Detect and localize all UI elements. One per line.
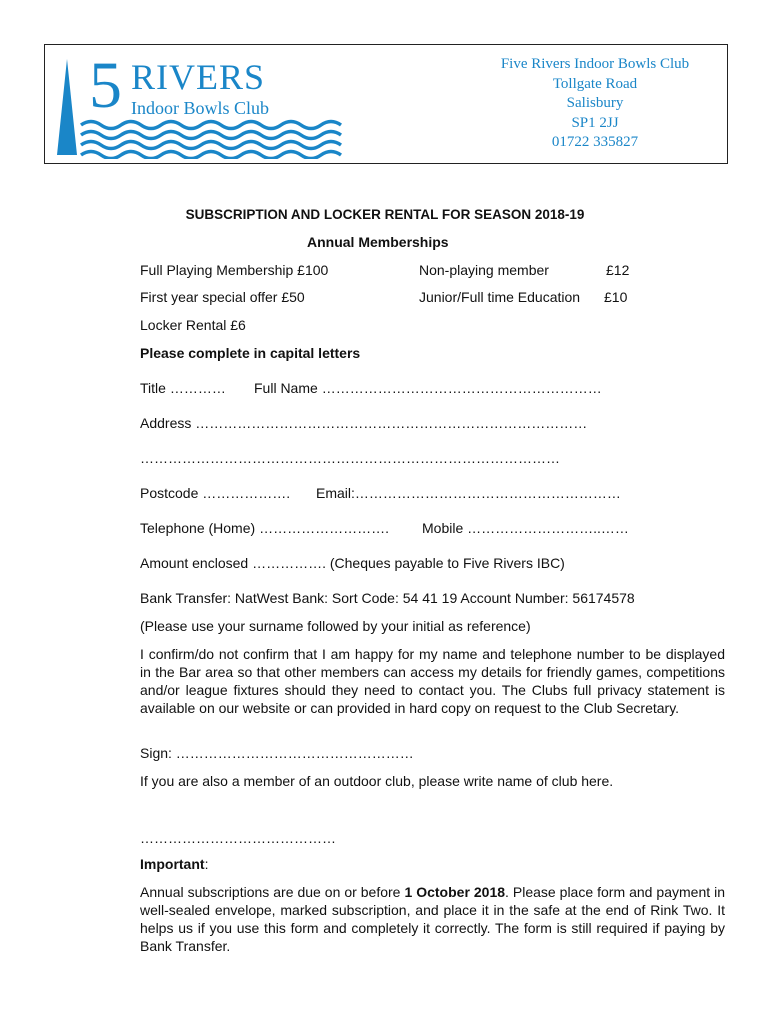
locker-rental: Locker Rental £6	[140, 317, 246, 333]
address-line: SP1 2JJ	[571, 114, 619, 131]
title-label: Title	[140, 380, 166, 396]
reference-note: (Please use your surname followed by your initial as reference)	[140, 618, 531, 634]
important-text-after: . Please place form and payment in well-sealed envelope, marked subscription, and place it in the safe at the end of Rink Two. It helps us if you use this form and completely it correctly. The form is still required if paying by Bank Transfer.	[140, 884, 725, 954]
title-dots: …………	[169, 380, 226, 396]
important-paragraph	[140, 883, 725, 955]
club-logo	[53, 51, 353, 159]
outdoor-club-note: If you are also a member of an outdoor club, please write name of club here.	[140, 773, 614, 789]
important-label: Important	[140, 856, 205, 872]
telephone-field[interactable]	[140, 519, 389, 537]
full-playing-membership: Full Playing Membership £100	[140, 262, 329, 278]
email-dots: …………………………………………………	[354, 485, 621, 501]
bank-transfer-details: Bank Transfer: NatWest Bank: Sort Code: 54 41 19 Account Number: 56174578	[140, 590, 635, 606]
signature-field[interactable]: Sign: ……………………………………………	[140, 745, 414, 761]
non-playing-price: £12	[606, 262, 630, 278]
club-address	[475, 55, 715, 153]
junior-price: £10	[604, 289, 628, 305]
amount-label: Amount enclosed	[140, 555, 249, 571]
mobile-dots: ………………………..……	[467, 520, 629, 536]
waves-icon	[81, 122, 341, 159]
important-colon: :	[204, 856, 209, 872]
email-label: Email:	[316, 485, 355, 501]
form-subtitle: Annual Memberships	[307, 234, 449, 250]
due-date: 1 October 2018	[404, 884, 506, 900]
important-text-before: Annual subscriptions are due on or before	[140, 884, 405, 900]
address-label: Address	[140, 415, 192, 431]
address-line-2-field[interactable]	[140, 449, 560, 467]
address-line: Tollgate Road	[552, 75, 638, 92]
consent-paragraph: I confirm/do not confirm that I am happy for my name and telephone number to be displayed in the Bar area so that other members can access my details for friendly games, competitions and/or league fixtures should they need to contact you. The Clubs full privacy statement is available on our website or can provided in hard copy on request to the Club Secretary.	[140, 646, 725, 716]
postcode-label: Postcode	[140, 485, 199, 501]
postcode-dots: ……………….	[202, 485, 291, 501]
logo-subtitle: Indoor Bowls Club	[131, 98, 270, 118]
logo-name: RIVERS	[131, 57, 266, 97]
non-playing-label: Non-playing member	[419, 262, 549, 278]
full-name-dots: ……………………………………………………	[321, 380, 602, 396]
address-field[interactable]	[140, 414, 587, 432]
telephone-dots: ……………………….	[259, 520, 389, 536]
spire-icon	[57, 59, 77, 155]
cheque-note: (Cheques payable to Five Rivers IBC)	[329, 555, 565, 571]
capitals-note: Please complete in capital letters	[140, 345, 361, 361]
letterhead	[44, 44, 728, 164]
address-line: 01722 335827	[551, 134, 639, 150]
address-line: Salisbury	[566, 95, 624, 111]
important-heading	[140, 855, 208, 873]
mobile-field[interactable]	[422, 519, 629, 537]
junior-label: Junior/Full time Education	[419, 289, 581, 305]
title-field[interactable]	[140, 379, 226, 397]
first-year-offer: First year special offer £50	[140, 289, 305, 305]
outdoor-club-field[interactable]: ……………………………………	[140, 830, 336, 846]
address-dots: …………………………………………………………………………	[195, 415, 588, 431]
email-field[interactable]	[316, 484, 621, 502]
logo-number: 5	[89, 49, 122, 122]
address-line-2-dots: ………………………………………………………………………………	[140, 450, 560, 466]
amount-field[interactable]	[140, 554, 565, 572]
mobile-label: Mobile	[422, 520, 464, 536]
form-title: SUBSCRIPTION AND LOCKER RENTAL FOR SEASON 2018-19	[185, 207, 585, 222]
amount-dots: …………….	[252, 555, 326, 571]
postcode-field[interactable]	[140, 484, 290, 502]
full-name-field[interactable]	[254, 379, 602, 397]
telephone-label: Telephone (Home)	[140, 520, 256, 536]
address-line: Five Rivers Indoor Bowls Club	[500, 56, 690, 72]
full-name-label: Full Name	[254, 380, 318, 396]
